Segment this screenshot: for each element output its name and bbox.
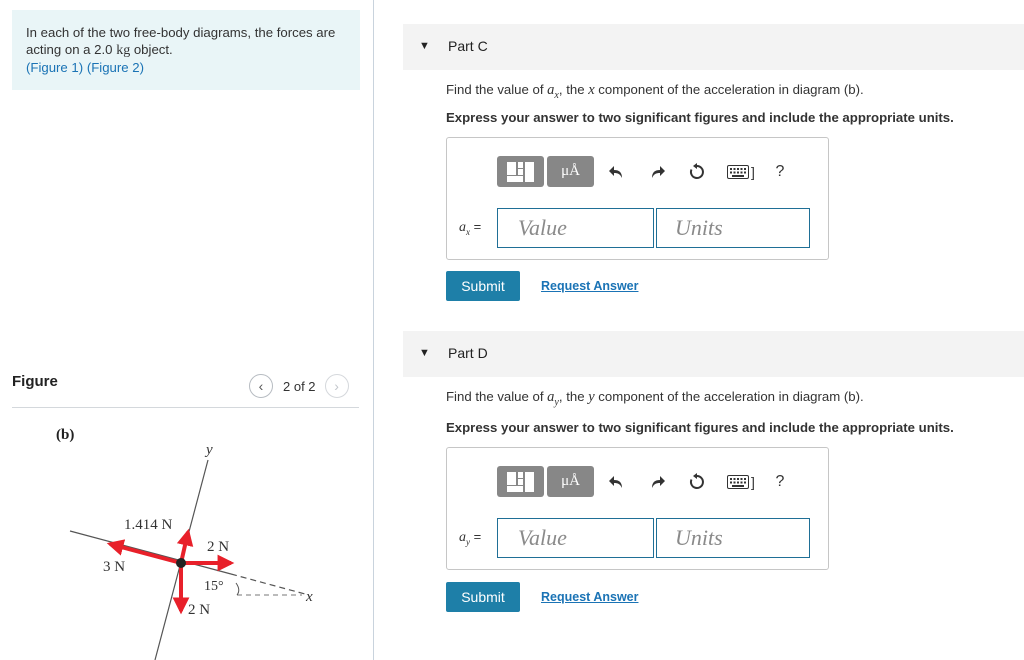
undo-button[interactable] xyxy=(597,156,637,187)
keyboard-icon xyxy=(727,475,749,489)
figure-2-link[interactable]: (Figure 2) xyxy=(86,60,145,75)
redo-icon xyxy=(648,474,666,490)
units-button[interactable]: μÅ xyxy=(547,156,594,187)
question-text-end: component of the acceleration in diagram (b). xyxy=(594,389,864,404)
part-c-question xyxy=(446,82,864,101)
column-divider xyxy=(373,0,374,660)
question-text: Find the value of xyxy=(446,82,548,97)
math-toolbar xyxy=(497,466,795,497)
template-icon xyxy=(506,471,536,493)
part-c-instruction: Express your answer to two significant figures and include the appropriate units. xyxy=(446,110,954,125)
part-d-question xyxy=(446,389,864,408)
part-d-answer-box xyxy=(446,447,829,570)
problem-unit: kg xyxy=(116,43,131,58)
undo-button[interactable] xyxy=(597,466,637,497)
force-label-right: 2 N xyxy=(207,539,230,555)
axis-variable: y xyxy=(588,389,595,405)
object-point xyxy=(176,558,186,568)
diagram-label: (b) xyxy=(56,427,75,443)
problem-statement xyxy=(12,10,360,90)
value-input[interactable] xyxy=(497,208,654,248)
question-text-mid: , the xyxy=(558,82,589,97)
help-button[interactable]: ? xyxy=(775,472,785,490)
redo-icon xyxy=(648,164,666,180)
variable: $a_x$ xyxy=(547,82,559,101)
free-body-diagram xyxy=(40,418,370,660)
redo-button[interactable] xyxy=(637,156,677,187)
undo-icon xyxy=(608,474,626,490)
variable-label: $a_y$ = xyxy=(459,529,482,547)
force-label-diagonal: 1.414 N xyxy=(124,517,173,533)
reset-button[interactable] xyxy=(677,466,717,497)
question-text: Find the value of xyxy=(446,389,548,404)
force-label-down: 2 N xyxy=(188,602,211,618)
variable: $a_y$ xyxy=(547,389,559,408)
part-c-request-answer-link[interactable]: Request Answer xyxy=(541,279,639,293)
keyboard-suffix: ] xyxy=(751,163,755,180)
angle-label: 15° xyxy=(204,579,224,594)
template-button[interactable] xyxy=(497,466,544,497)
angle-arc xyxy=(236,583,239,595)
reset-button[interactable] xyxy=(677,156,717,187)
part-c-answer-box xyxy=(446,137,829,260)
question-text-mid: , the xyxy=(558,389,589,404)
keyboard-icon xyxy=(727,165,749,179)
axis-variable: x xyxy=(588,82,595,98)
part-d-request-answer-link[interactable]: Request Answer xyxy=(541,590,639,604)
figure-divider xyxy=(12,407,359,408)
part-c-header[interactable] xyxy=(403,24,1024,70)
keyboard-button[interactable] xyxy=(717,466,765,497)
question-text-end: component of the acceleration in diagram (b). xyxy=(594,82,864,97)
chevron-right-icon[interactable]: › xyxy=(325,374,349,398)
math-toolbar xyxy=(497,156,795,187)
problem-text: In each of the two free-body diagrams, the forces are acting on a 2.0 xyxy=(26,25,336,57)
redo-button[interactable] xyxy=(637,466,677,497)
x-axis-label: x xyxy=(306,589,313,605)
chevron-left-icon[interactable]: ‹ xyxy=(249,374,273,398)
keyboard-suffix: ] xyxy=(751,473,755,490)
x-axis-line-dashed xyxy=(231,574,305,594)
part-d-title: Part D xyxy=(448,345,488,361)
part-d-header[interactable] xyxy=(403,331,1024,377)
problem-text-end: object. xyxy=(130,42,173,57)
collapse-triangle-icon[interactable]: ▼ xyxy=(419,40,430,52)
y-axis-label: y xyxy=(206,442,213,458)
part-d-submit-button[interactable]: Submit xyxy=(446,582,520,612)
figure-counter: 2 of 2 xyxy=(283,378,316,394)
figure-1-link[interactable]: (Figure 1) xyxy=(26,60,84,75)
figure-navigation xyxy=(249,374,349,398)
variable-label: $a_x$ = xyxy=(459,219,482,237)
help-button[interactable]: ? xyxy=(775,162,785,180)
value-input[interactable] xyxy=(497,518,654,558)
undo-icon xyxy=(608,164,626,180)
part-d-instruction: Express your answer to two significant figures and include the appropriate units. xyxy=(446,420,954,435)
units-input[interactable] xyxy=(656,208,810,248)
units-button[interactable]: μÅ xyxy=(547,466,594,497)
units-input[interactable] xyxy=(656,518,810,558)
reset-icon xyxy=(688,163,706,181)
part-c-submit-button[interactable]: Submit xyxy=(446,271,520,301)
reset-icon xyxy=(688,473,706,491)
figure-title: Figure xyxy=(12,373,58,390)
keyboard-button[interactable] xyxy=(717,156,765,187)
template-icon xyxy=(506,161,536,183)
part-c-title: Part C xyxy=(448,38,488,54)
template-button[interactable] xyxy=(497,156,544,187)
force-label-left: 3 N xyxy=(103,559,126,575)
collapse-triangle-icon[interactable]: ▼ xyxy=(419,347,430,359)
